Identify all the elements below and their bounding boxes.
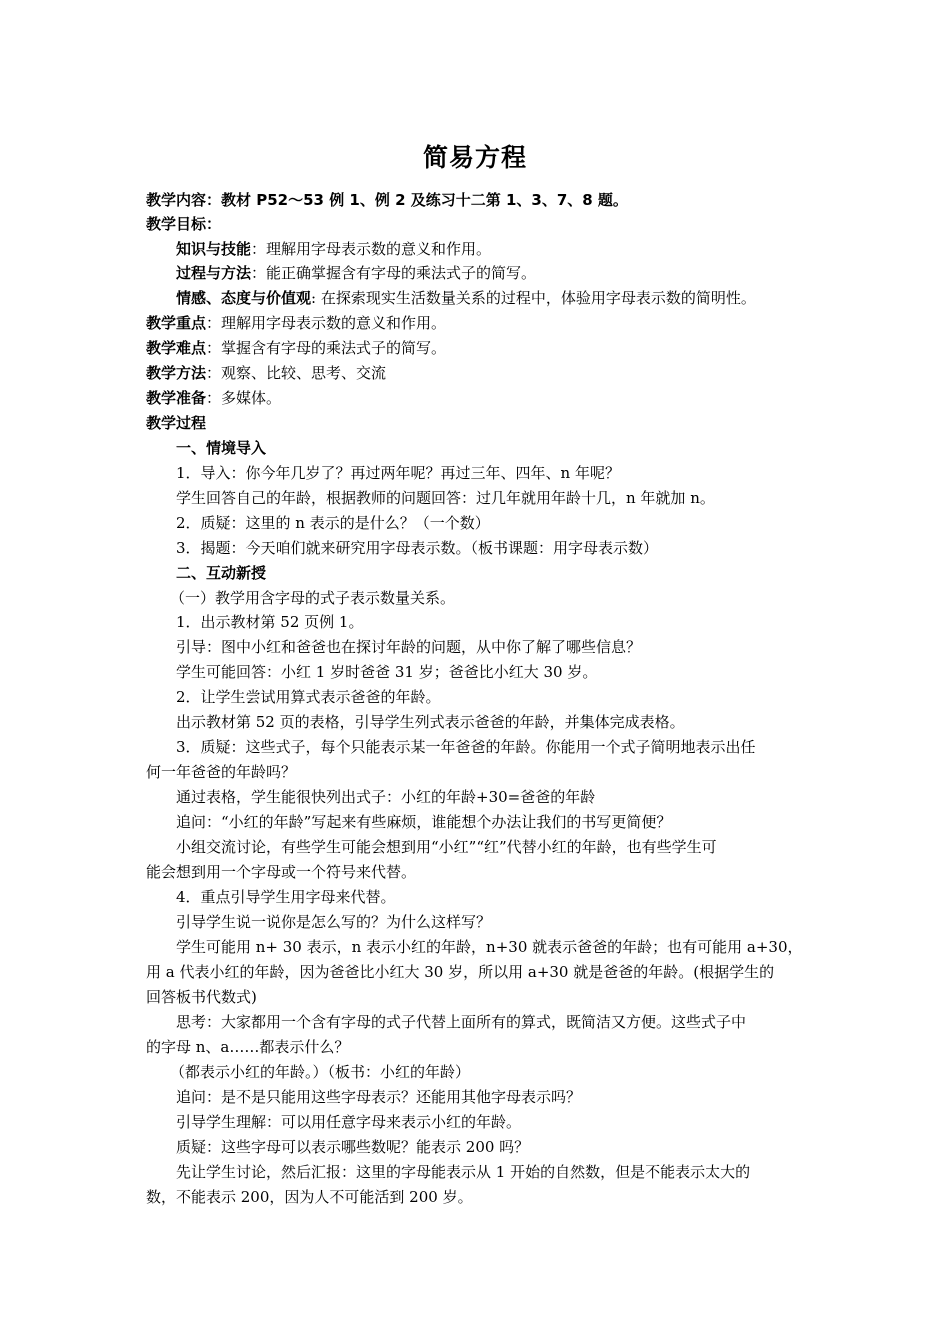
content-text: 教材 P52～53 例 1、例 2 及练习十二第 1、3、7、8 题。 <box>221 191 628 209</box>
process-heading: 教学过程 <box>146 414 207 432</box>
knowledge-label: 知识与技能 <box>176 240 252 258</box>
prep-line <box>146 386 281 410</box>
objectives-heading: 教学目标： <box>146 215 222 233</box>
section2-line: 思考：大家都用一个含有字母的式子代替上面所有的算式，既简洁又方便。这些式子中 <box>176 1013 747 1031</box>
objective-process <box>176 261 536 285</box>
section2-line: 2．让学生尝试用算式表示爸爸的年龄。 <box>176 688 441 706</box>
section2-line: 引导学生理解：可以用任意字母来表示小红的年龄。 <box>176 1113 522 1131</box>
section2-line: 用 a 代表小红的年龄，因为爸爸比小红大 30 岁，所以用 a+30 就是爸爸的年龄。(根据学生的 <box>146 963 775 981</box>
process-text: ：能正确掌握含有字母的乘法式子的简写。 <box>251 264 537 282</box>
method-text: ：观察、比较、思考、交流 <box>206 364 387 382</box>
section2-line: 先让学生讨论，然后汇报：这里的字母能表示从 1 开始的自然数，但是不能表示太大的 <box>176 1163 751 1181</box>
section2-line: 1．出示教材第 52 页例 1。 <box>176 613 364 631</box>
key-point-label: 教学重点 <box>146 314 207 332</box>
section2-line: 引导学生说一说你是怎么写的？为什么这样写？ <box>176 913 492 931</box>
section1-line: 3．揭题：今天咱们就来研究用字母表示数。（板书课题：用字母表示数） <box>176 539 659 557</box>
objective-emotion <box>176 286 756 310</box>
difficulty-text: ：掌握含有字母的乘法式子的简写。 <box>206 339 447 357</box>
objective-knowledge <box>176 237 491 261</box>
difficulty-line <box>146 336 446 360</box>
section2-line: 能会想到用一个字母或一个符号来代替。 <box>146 863 417 881</box>
section2-line: 的字母 n、a……都表示什么？ <box>146 1038 350 1056</box>
section2-line: 学生可能用 n+ 30 表示，n 表示小红的年龄，n+30 就表示爸爸的年龄；也有可能用 a+30， <box>176 938 803 956</box>
section2-line: 质疑：这些字母可以表示哪些数呢？能表示 200 吗？ <box>176 1138 530 1156</box>
section2-line: 通过表格，学生能很快列出式子：小红的年龄+30=爸爸的年龄 <box>176 788 596 806</box>
section2-line: 追问：是不是只能用这些字母表示？还能用其他字母表示吗？ <box>176 1088 582 1106</box>
emotion-text: : 在探索现实生活数量关系的过程中，体验用字母表示数的简明性。 <box>311 289 756 307</box>
difficulty-label: 教学难点 <box>146 339 207 357</box>
section1-line: 学生回答自己的年龄，根据教师的问题回答：过几年就用年龄十几，n 年就加 n。 <box>176 489 715 507</box>
key-point-line <box>146 311 446 335</box>
content-label: 教学内容： <box>146 191 222 209</box>
knowledge-text: ：理解用字母表示数的意义和作用。 <box>251 240 492 258</box>
section2-subheading: （一）教学用含字母的式子表示数量关系。 <box>170 589 456 607</box>
section1-line: 2．质疑：这里的 n 表示的是什么？（一个数） <box>176 514 490 532</box>
method-line <box>146 361 386 385</box>
content-line <box>146 188 628 212</box>
section2-line: 何一年爸爸的年龄吗？ <box>146 763 297 781</box>
section2-line: 引导：图中小红和爸爸也在探讨年龄的问题，从中你了解了哪些信息？ <box>176 638 642 656</box>
section2-line: 追问：“小红的年龄”写起来有些麻烦，谁能想个办法让我们的书写更简便？ <box>176 813 672 831</box>
section2-line: 出示教材第 52 页的表格，引导学生列式表示爸爸的年龄，并集体完成表格。 <box>176 713 685 731</box>
section2-line: 回答板书代数式) <box>146 988 257 1006</box>
section2-line: 3．质疑：这些式子，每个只能表示某一年爸爸的年龄。你能用一个式子简明地表示出任 <box>176 738 756 756</box>
section2-line: （都表示小红的年龄。）（板书：小红的年龄） <box>170 1063 471 1081</box>
section1-line: 1．导入：你今年几岁了？再过两年呢？再过三年、四年、n 年呢？ <box>176 464 620 482</box>
page-title: 简易方程 <box>422 143 527 172</box>
prep-text: ：多媒体。 <box>206 389 282 407</box>
emotion-label: 情感、态度与价值观 <box>176 289 312 307</box>
section2-line: 小组交流讨论，有些学生可能会想到用“小红”“红”代替小红的年龄，也有些学生可 <box>176 838 717 856</box>
method-label: 教学方法 <box>146 364 207 382</box>
section-heading-2: 二、互动新授 <box>176 564 267 582</box>
section2-line: 4．重点引导学生用字母来代替。 <box>176 888 396 906</box>
section-heading-1: 一、情境导入 <box>176 439 267 457</box>
process-label: 过程与方法 <box>176 264 252 282</box>
section2-line: 学生可能回答：小红 1 岁时爸爸 31 岁；爸爸比小红大 30 岁。 <box>176 663 598 681</box>
section2-line: 数，不能表示 200，因为人不可能活到 200 岁。 <box>146 1188 473 1206</box>
key-point-text: ：理解用字母表示数的意义和作用。 <box>206 314 447 332</box>
prep-label: 教学准备 <box>146 389 207 407</box>
